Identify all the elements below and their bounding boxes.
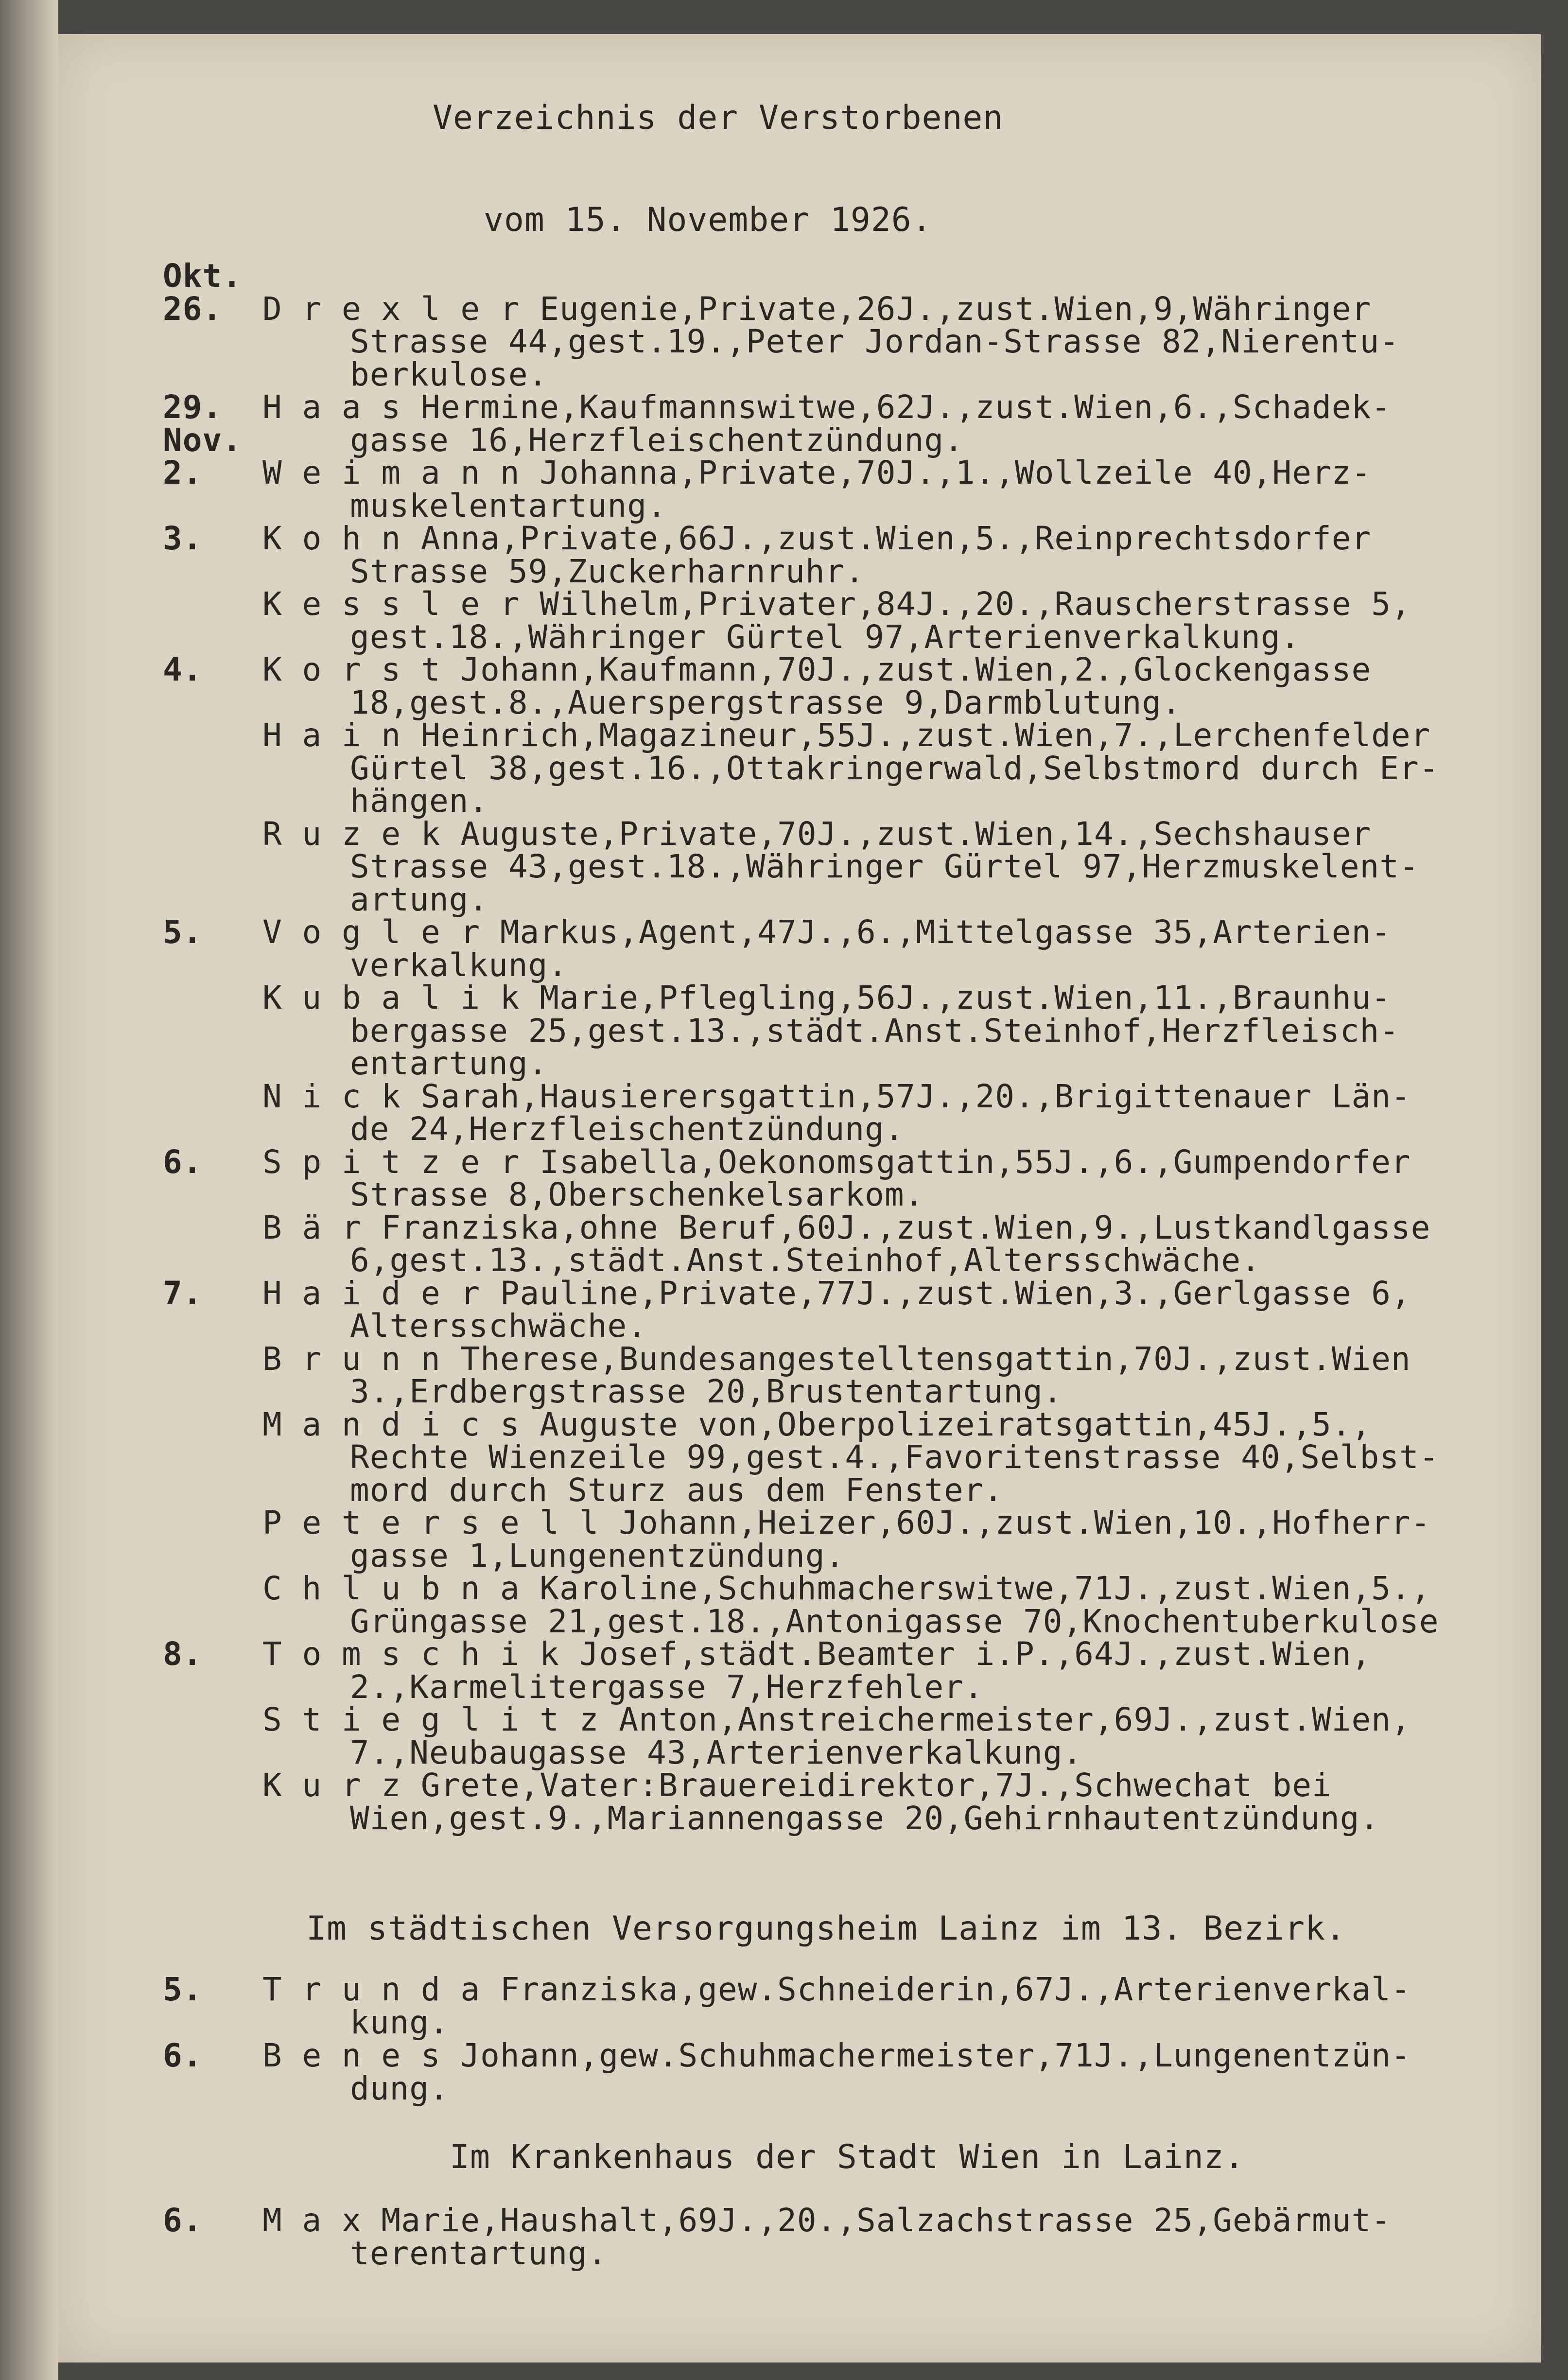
entry-text-line: verkalkung. [350,946,568,984]
entry-text-line: Wien,gest.9.,Mariannengasse 20,Gehirnhautentzündung. [350,1800,1380,1837]
entry-text-line: Grüngasse 21,gest.18.,Antonigasse 70,Knochentuberkulose [350,1603,1439,1640]
entry-date: 2. [163,454,203,491]
entry-date: Nov. [163,421,242,459]
entry-text-line: gasse 1,Lungenentzündung. [350,1537,845,1575]
entry-date: 5. [163,1971,203,2008]
entry-text-line: 6,gest.13.,städt.Anst.Steinhof,Altersschwäche. [350,1242,1261,1279]
entry-text-line: S p i t z e r Isabella,Oekonomsgattin,55J.,6.,Gumpendorfer [262,1143,1411,1181]
entry-text-line: gest.18.,Währinger Gürtel 97,Arterienverkalkung. [350,618,1301,656]
section-heading-lainz-home: Im städtischen Versorgungsheim Lainz im 13. Bezirk. [306,1909,1346,1948]
entry-text-line: Strasse 44,gest.19.,Peter Jordan-Strasse 82,Nierentu- [350,323,1399,360]
book-binding-edge [0,0,58,2380]
entry-text-line: hängen. [350,782,489,820]
entry-text-line: 2.,Karmelitergasse 7,Herzfehler. [350,1668,984,1706]
entry-text-line: Strasse 8,Oberschenkelsarkom. [350,1176,924,1213]
entry-text-line: M a n d i c s Auguste von,Oberpolizeiratsgattin,45J.,5., [262,1406,1372,1443]
entry-text-line: de 24,Herzfleischentzündung. [350,1110,905,1148]
entry-text-line: bergasse 25,gest.13.,städt.Anst.Steinhof,Herzfleisch- [350,1012,1399,1050]
entry-text-line: terentartung. [350,2235,608,2272]
entry-text-line: H a i d e r Pauline,Private,77J.,zust.Wien,3.,Gerlgasse 6, [262,1275,1411,1312]
section-heading-lainz-hospital: Im Krankenhaus der Stadt Wien in Lainz. [450,2138,1245,2176]
entry-date: 6. [163,2202,203,2239]
entry-text-line: W e i m a n n Johanna,Private,70J.,1.,Wollzeile 40,Herz- [262,454,1372,491]
entry-text-line: entartung. [350,1045,548,1082]
entry-text-line: Strasse 59,Zuckerharnruhr. [350,553,865,590]
entry-text-line: dung. [350,2070,449,2107]
entry-date: 26. [163,290,223,328]
entry-date: 6. [163,1143,203,1181]
entry-text-line: Altersschwäche. [350,1307,647,1345]
entry-text-line: K u r z Grete,Vater:Brauereidirektor,7J.,Schwechat bei [262,1767,1332,1804]
entry-text-line: N i c k Sarah,Hausierersgattin,57J.,20.,Brigittenauer Län- [262,1078,1411,1115]
entry-text-line: B r u n n Therese,Bundesangestelltensgattin,70J.,zust.Wien [262,1340,1411,1378]
entry-text-line: C h l u b n a Karoline,Schuhmacherswitwe,71J.,zust.Wien,5., [262,1570,1431,1607]
entry-date: 5. [163,913,203,951]
entry-text-line: S t i e g l i t z Anton,Anstreichermeister,69J.,zust.Wien, [262,1701,1411,1738]
typed-page [58,34,1541,2362]
entry-text-line: R u z e k Auguste,Private,70J.,zust.Wien,14.,Sechshauser [262,815,1372,853]
entry-text-line: Gürtel 38,gest.16.,Ottakringerwald,Selbstmord durch Er- [350,750,1439,787]
entry-text-line: mord durch Sturz aus dem Fenster. [350,1471,1004,1509]
entry-text-line: artung. [350,881,489,918]
entry-date: 8. [163,1635,203,1673]
entry-text-line: muskelentartung. [350,487,667,525]
entry-date: Okt. [163,257,242,295]
entry-text-line: kung. [350,2004,449,2041]
entry-text-line: B e n e s Johann,gew.Schuhmachermeister,71J.,Lungenentzün- [262,2037,1411,2074]
entry-date: 7. [163,1275,203,1312]
entry-text-line: D r e x l e r Eugenie,Private,26J.,zust.Wien,9,Währinger [262,290,1372,328]
entry-date: 4. [163,651,203,688]
entry-text-line: gasse 16,Herzfleischentzündung. [350,421,964,459]
entry-text-line: berkulose. [350,356,548,393]
entry-text-line: T o m s c h i k Josef,städt.Beamter i.P.,64J.,zust.Wien, [262,1635,1372,1673]
entry-date: 3. [163,520,203,557]
entry-text-line: Rechte Wienzeile 99,gest.4.,Favoritenstrasse 40,Selbst- [350,1438,1439,1476]
entry-text-line: 7.,Neubaugasse 43,Arterienverkalkung. [350,1734,1083,1771]
entry-text-line: K o h n Anna,Private,66J.,zust.Wien,5.,Reinprechtsdorfer [262,520,1372,557]
document-subtitle: vom 15. November 1926. [484,201,932,239]
entry-text-line: T r u n d a Franziska,gew.Schneiderin,67J.,Arterienverkal- [262,1971,1411,2008]
entry-text-line: K e s s l e r Wilhelm,Privater,84J.,20.,Rauscherstrasse 5, [262,585,1411,623]
document-title: Verzeichnis der Verstorbenen [433,99,1004,137]
entry-text-line: M a x Marie,Haushalt,69J.,20.,Salzachstrasse 25,Gebärmut- [262,2202,1391,2239]
entry-date: 29. [163,388,223,426]
entry-text-line: P e t e r s e l l Johann,Heizer,60J.,zust.Wien,10.,Hofherr- [262,1504,1431,1541]
entry-text-line: 3.,Erdbergstrasse 20,Brustentartung. [350,1373,1063,1410]
entry-date: 6. [163,2037,203,2074]
entry-text-line: V o g l e r Markus,Agent,47J.,6.,Mittelgasse 35,Arterien- [262,913,1391,951]
entry-text-line: Strasse 43,gest.18.,Währinger Gürtel 97,Herzmuskelent- [350,848,1419,885]
entry-text-line: B ä r Franziska,ohne Beruf,60J.,zust.Wien,9.,Lustkandlgasse [262,1209,1431,1246]
entry-text-line: K o r s t Johann,Kaufmann,70J.,zust.Wien,2.,Glockengasse [262,651,1372,688]
entry-text-line: K u b a l i k Marie,Pflegling,56J.,zust.Wien,11.,Braunhu- [262,979,1391,1016]
entry-text-line: H a a s Hermine,Kaufmannswitwe,62J.,zust.Wien,6.,Schadek- [262,388,1391,426]
entry-text-line: 18,gest.8.,Auerspergstrasse 9,Darmblutung. [350,684,1182,721]
entry-text-line: H a i n Heinrich,Magazineur,55J.,zust.Wien,7.,Lerchenfelder [262,717,1431,754]
